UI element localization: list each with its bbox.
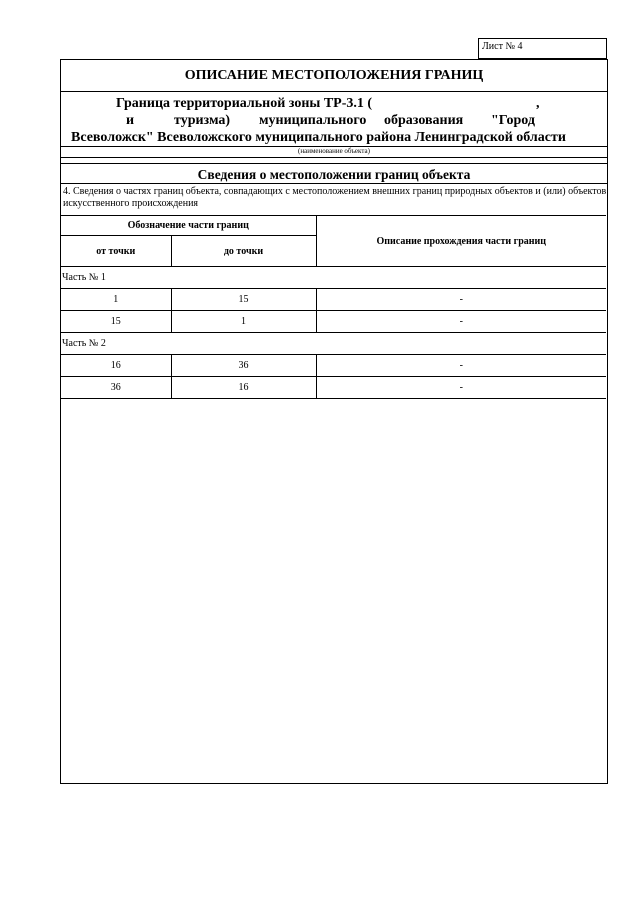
cell-to: 15 [171,289,316,311]
cell-from: 15 [61,311,171,333]
section-description: 4. Сведения о частях границ объекта, совпадающих с местоположением внешних границ природных объектов и (или) объектов искусственного происхождения [63,186,607,209]
part-label: Часть № 1 [61,267,606,289]
object-name-line2a: и [126,113,135,128]
cell-from: 36 [61,377,171,399]
divider [61,157,607,158]
sheet-number-box [478,38,607,59]
cell-desc: - [316,311,606,333]
boundary-parts-table [61,215,606,399]
document-frame [60,59,608,784]
table-row [61,311,606,333]
object-caption: (наименование объекта) [298,147,370,155]
cell-desc: - [316,289,606,311]
object-name-line2d: образования [384,113,464,128]
table-row [61,377,606,399]
table-row [61,355,606,377]
sheet-number-label: Лист № 4 [482,41,523,52]
object-name-line1a: Граница территориальной зоны ТР-3.1 ( [116,96,373,111]
part-label: Часть № 2 [61,333,606,355]
object-name-line1b: , [536,96,540,111]
cell-from: 1 [61,289,171,311]
cell-desc: - [316,377,606,399]
object-name-line2c: муниципального [259,113,367,128]
object-name-line2e: "Город [491,113,535,128]
cell-desc: - [316,355,606,377]
part-row [61,267,606,289]
document-title: ОПИСАНИЕ МЕСТОПОЛОЖЕНИЯ ГРАНИЦ [184,68,484,83]
table-row [61,289,606,311]
col-desc-header: Описание прохождения части границ [316,216,606,267]
object-name-line3: Всеволожск" Всеволожского муниципального района Ленинградской области [71,130,566,145]
section-title: Сведения о местоположении границ объекта [197,167,471,182]
object-name [61,92,607,146]
cell-from: 16 [61,355,171,377]
part-row [61,333,606,355]
col-to-header: до точки [171,236,316,267]
table-header-row [61,216,606,236]
cell-to: 16 [171,377,316,399]
cell-to: 1 [171,311,316,333]
col-from-header: от точки [61,236,171,267]
group-header: Обозначение части границ [61,216,316,236]
cell-to: 36 [171,355,316,377]
object-name-line2b: туризма) [174,113,231,128]
